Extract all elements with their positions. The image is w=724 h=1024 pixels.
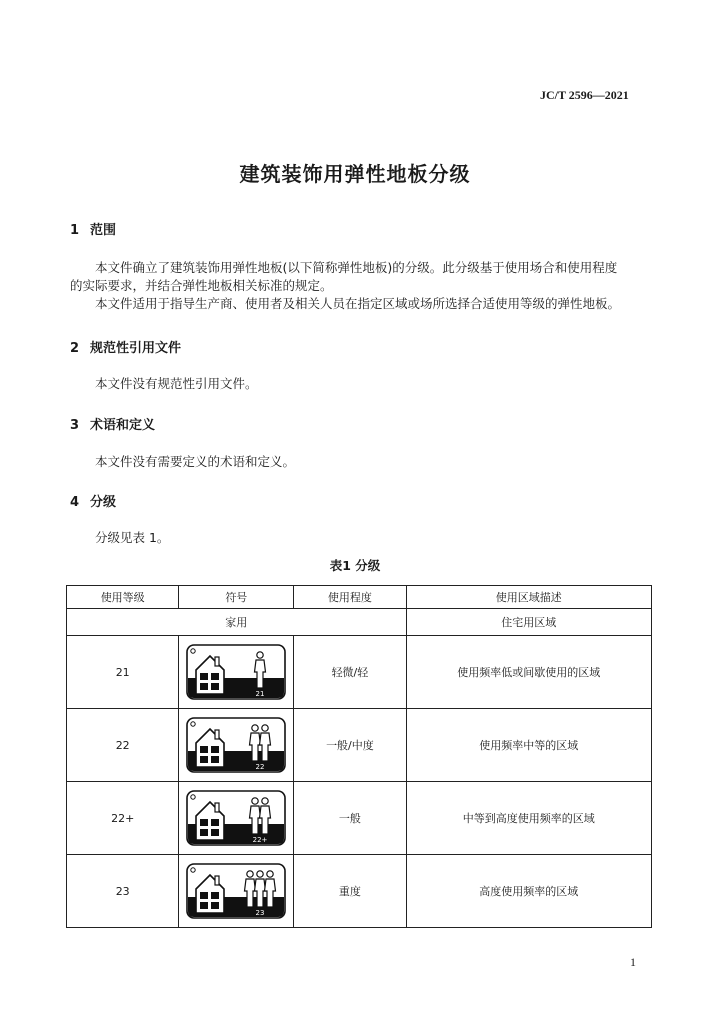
- document-title: 建筑装饰用弹性地板分级: [239, 162, 471, 186]
- section-title: 分级: [90, 495, 117, 510]
- symbol-cell: [179, 636, 294, 709]
- house-person-icon: [186, 717, 286, 773]
- symbol-grade-label: 22: [255, 763, 265, 771]
- section-3-heading: [70, 414, 155, 433]
- section-1-heading: [70, 219, 116, 238]
- description-cell: 使用频率中等的区域: [406, 709, 651, 782]
- house-person-symbol: [186, 863, 286, 919]
- grade-cell: 22: [67, 709, 179, 782]
- group-residential-area: 住宅用区域: [406, 609, 651, 636]
- header-grade: 使用等级: [67, 586, 179, 609]
- header-symbol: 符号: [179, 586, 294, 609]
- group-domestic: 家用: [67, 609, 407, 636]
- symbol-grade-label: 23: [255, 909, 265, 917]
- symbol-cell: [179, 782, 294, 855]
- scope-paragraph-2: 本文件适用于指导生产商、使用者及相关人员在指定区域或场所选择合适使用等级的弹性地板。: [95, 296, 621, 311]
- house-person-icon: [186, 790, 286, 846]
- house-person-symbol: [186, 717, 286, 773]
- table-row: [67, 855, 652, 928]
- house-person-symbol: [186, 790, 286, 846]
- section-number: 1: [70, 223, 80, 238]
- description-cell: 使用频率低或间歇使用的区域: [406, 636, 651, 709]
- table-row: [67, 709, 652, 782]
- house-person-icon: [186, 863, 286, 919]
- usage-cell: 轻微/轻: [294, 636, 406, 709]
- symbol-grade-label: 21: [255, 690, 265, 698]
- scope-line-2: 的实际要求，并结合弹性地板相关标准的规定。: [70, 278, 333, 293]
- header-usage: 使用程度: [294, 586, 406, 609]
- usage-cell: 重度: [294, 855, 406, 928]
- classification-table: [66, 585, 652, 928]
- grade-cell: 22+: [67, 782, 179, 855]
- grade-cell: 23: [67, 855, 179, 928]
- scope-line-1: 本文件确立了建筑装饰用弹性地板(以下简称弹性地板)的分级。此分级基于使用场合和使用程度: [95, 260, 618, 275]
- scope-paragraph-1: [70, 259, 650, 313]
- section-4-heading: [70, 491, 116, 510]
- table-caption: 表1 分级: [329, 558, 381, 573]
- section-number: 3: [70, 418, 80, 433]
- section-2-heading: [70, 337, 181, 356]
- symbol-grade-label: 22+: [252, 836, 268, 844]
- normative-refs-paragraph: 本文件没有规范性引用文件。: [95, 376, 258, 391]
- terms-paragraph: 本文件没有需要定义的术语和定义。: [95, 454, 296, 469]
- section-title: 规范性引用文件: [90, 341, 182, 356]
- classification-paragraph: 分级见表 1。: [95, 530, 170, 545]
- usage-cell: 一般: [294, 782, 406, 855]
- table-row: [67, 636, 652, 709]
- table-header-row: [67, 586, 652, 609]
- section-number: 2: [70, 341, 80, 356]
- standard-code: JC/T 2596—2021: [540, 88, 629, 102]
- person-icon: [245, 871, 276, 907]
- symbol-cell: [179, 709, 294, 782]
- section-title: 术语和定义: [90, 418, 156, 433]
- page-number: 1: [630, 955, 636, 969]
- house-person-symbol: [186, 644, 286, 700]
- house-person-icon: [186, 644, 286, 700]
- symbol-cell: [179, 855, 294, 928]
- header-description: 使用区域描述: [406, 586, 651, 609]
- table-row: [67, 782, 652, 855]
- section-number: 4: [70, 495, 80, 510]
- description-cell: 中等到高度使用频率的区域: [406, 782, 651, 855]
- description-cell: 高度使用频率的区域: [406, 855, 651, 928]
- grade-cell: 21: [67, 636, 179, 709]
- section-title: 范围: [90, 223, 117, 238]
- usage-cell: 一般/中度: [294, 709, 406, 782]
- table-group-row: [67, 609, 652, 636]
